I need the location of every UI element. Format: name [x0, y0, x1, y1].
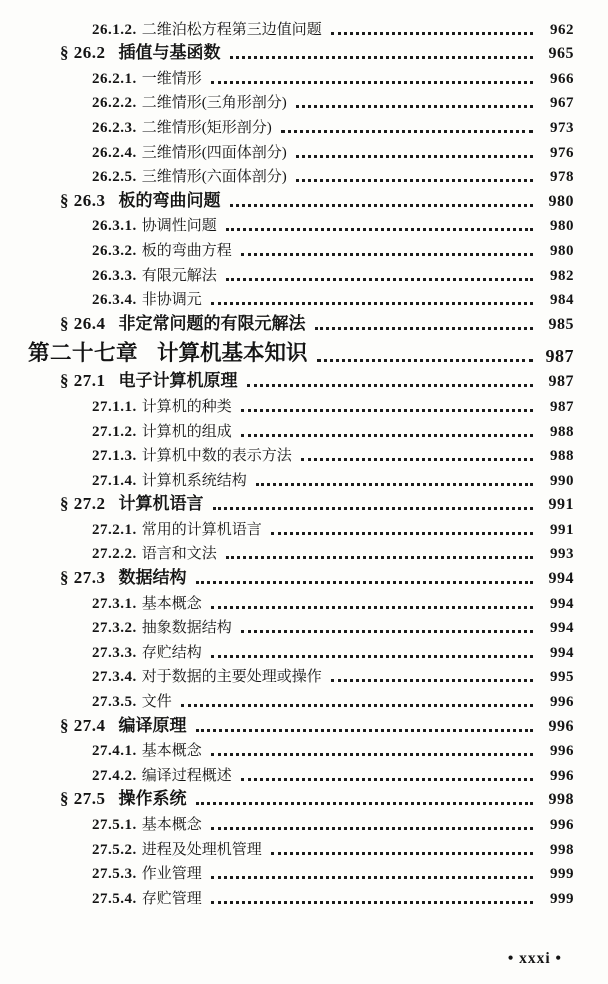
dot-leader	[226, 556, 533, 559]
toc-entry-page-number: 987	[548, 373, 574, 391]
toc-entry-title: 非协调元	[141, 292, 202, 309]
toc-entry-number: § 27.2	[60, 494, 106, 514]
dot-leader	[211, 81, 533, 84]
toc-entry-page-number: 967	[550, 95, 574, 112]
dot-leader	[230, 56, 534, 59]
toc-entry-page-number: 962	[550, 21, 574, 38]
dot-leader	[241, 434, 533, 437]
toc-entry	[28, 736, 574, 761]
toc-entry	[28, 785, 574, 810]
toc-entry-page-number: 990	[550, 472, 574, 489]
toc-entry-title: 编译过程概述	[141, 767, 232, 784]
toc-entry-page-number: 985	[548, 315, 574, 333]
toc-entry-page-number: 978	[550, 169, 574, 186]
toc-entry-page-number: 982	[550, 267, 574, 284]
toc-entry-title: 存贮管理	[141, 890, 202, 907]
toc-entry-title: 进程及处理机管理	[141, 841, 262, 858]
toc-entry-title: 有限元解法	[141, 267, 217, 284]
toc-entry-number: 26.3.1.	[92, 218, 137, 235]
dot-leader	[331, 32, 533, 35]
dot-leader	[247, 384, 534, 387]
dot-leader	[271, 852, 533, 855]
toc-entry-title: 计算机的组成	[141, 423, 232, 440]
toc-entry-page-number: 996	[550, 743, 574, 760]
toc-entry-page-number: 999	[550, 890, 574, 907]
dot-leader	[196, 729, 534, 732]
toc-entry-number: 26.2.5.	[92, 169, 137, 186]
toc-entry-title: 计算机的种类	[141, 398, 232, 415]
toc-entry-page-number: 998	[548, 791, 574, 809]
dot-leader	[196, 802, 534, 805]
toc-entry	[28, 686, 574, 711]
toc-entry-title: 基本概念	[141, 595, 202, 612]
toc-entry-number: 26.2.2.	[92, 95, 137, 112]
toc-entry	[28, 834, 574, 859]
toc-entry	[28, 416, 574, 441]
dot-leader	[211, 876, 533, 879]
dot-leader	[226, 228, 533, 231]
toc-entry	[28, 63, 574, 88]
toc-entry-page-number: 991	[550, 521, 574, 538]
toc-entry-number: § 27.3	[60, 568, 106, 588]
toc-entry-title: 二维情形(三角形剖分)	[141, 95, 287, 112]
toc-entry-title: 三维情形(六面体剖分)	[141, 169, 287, 186]
dot-leader	[230, 204, 534, 207]
toc-entry-number: § 27.5	[60, 789, 106, 809]
dot-leader	[256, 483, 533, 486]
dot-leader	[241, 778, 533, 781]
toc-entry	[28, 285, 574, 310]
toc-entry	[28, 211, 574, 236]
toc-entry	[28, 588, 574, 613]
toc-entry-number: 26.2.3.	[92, 119, 137, 136]
toc-entry-number: § 26.4	[60, 313, 106, 333]
toc-entry	[28, 563, 574, 588]
toc-entry-number: 27.3.4.	[92, 669, 137, 686]
toc-entry-title: 作业管理	[141, 866, 202, 883]
dot-leader	[211, 606, 533, 609]
dot-leader	[211, 901, 533, 904]
toc-entry-page-number: 976	[550, 144, 574, 161]
toc-entry-title: 板的弯曲问题	[118, 190, 221, 210]
page-folio: • xxxi •	[507, 950, 562, 967]
toc-entry-title: 语言和文法	[141, 546, 217, 563]
toc-entry-title: 计算机中数的表示方法	[141, 448, 292, 465]
toc-entry-title: 协调性问题	[141, 218, 217, 235]
toc-entry-title: 对于数据的主要处理或操作	[141, 669, 322, 686]
dot-leader	[281, 130, 533, 133]
toc-entry	[28, 367, 574, 392]
toc-entry	[28, 112, 574, 137]
toc-entry-number: 27.5.1.	[92, 817, 137, 833]
toc-entry-page-number: 966	[550, 70, 574, 87]
dot-leader	[331, 679, 533, 682]
toc-entry-number: 27.3.2.	[92, 620, 137, 637]
dot-leader	[241, 409, 533, 412]
toc-entry-number: 27.3.3.	[92, 644, 137, 661]
toc-entry	[28, 613, 574, 638]
dot-leader	[213, 507, 534, 510]
toc-entry-title: 计算机基本知识	[157, 340, 308, 365]
dot-leader	[226, 278, 533, 281]
toc-entry-number: 27.3.1.	[92, 595, 137, 612]
dot-leader	[296, 105, 533, 108]
toc-entry-page-number: 996	[550, 817, 574, 833]
toc-entry-title: 二维泊松方程第三边值问题	[141, 21, 322, 38]
toc-entry-title: 二维情形(矩形剖分)	[141, 119, 272, 136]
dot-leader	[296, 155, 533, 158]
toc-entry	[28, 334, 574, 367]
dot-leader	[196, 581, 534, 584]
toc-entry-number: 27.1.3.	[92, 448, 137, 465]
toc-entry-number: 27.2.2.	[92, 546, 137, 563]
dot-leader	[241, 253, 533, 256]
toc-entry	[28, 809, 574, 834]
toc-entry-page-number: 994	[548, 570, 574, 588]
toc-entry	[28, 514, 574, 539]
toc-entry-page-number: 994	[550, 644, 574, 661]
dot-leader	[315, 327, 534, 330]
toc-entry-number: § 26.3	[60, 190, 106, 210]
toc-entry-number: 26.3.4.	[92, 292, 137, 309]
toc-entry-page-number: 973	[550, 119, 574, 136]
toc-entry	[28, 662, 574, 687]
toc-entry-number: 27.4.1.	[92, 743, 137, 760]
toc-entry-page-number: 991	[548, 496, 574, 514]
dot-leader	[211, 753, 533, 756]
toc-entry-number: § 27.1	[60, 371, 106, 391]
dot-leader	[211, 827, 533, 830]
toc-entry-number: 27.1.2.	[92, 423, 137, 440]
toc-entry-page-number: 987	[545, 345, 574, 366]
toc-entry-number: 26.2.4.	[92, 144, 137, 161]
toc-entry	[28, 162, 574, 187]
dot-leader	[317, 359, 533, 362]
toc-entry-number: 26.1.2.	[92, 21, 137, 38]
toc-entry-title: 存贮结构	[141, 644, 202, 661]
toc-entry-title: 计算机系统结构	[141, 472, 247, 489]
toc-entry	[28, 441, 574, 466]
toc-entry-page-number: 996	[550, 694, 574, 711]
toc-entry	[28, 137, 574, 162]
toc-entry-page-number: 996	[550, 767, 574, 784]
toc-entry-page-number: 980	[548, 192, 574, 210]
toc-entry	[28, 39, 574, 64]
toc-entry-number: 26.3.2.	[92, 242, 137, 259]
toc-entry-page-number: 980	[550, 218, 574, 235]
toc-list	[28, 14, 574, 908]
toc-entry-page-number: 994	[550, 595, 574, 612]
toc-entry-title: 基本概念	[141, 817, 202, 833]
toc-entry-title: 一维情形	[141, 70, 202, 87]
toc-entry	[28, 637, 574, 662]
toc-entry	[28, 859, 574, 884]
toc-entry-number: 26.2.1.	[92, 70, 137, 87]
toc-entry-page-number: 996	[548, 717, 574, 735]
toc-entry-title: 操作系统	[118, 789, 187, 809]
toc-entry-page-number: 998	[550, 841, 574, 858]
toc-entry-number: 27.5.4.	[92, 890, 137, 907]
toc-entry	[28, 309, 574, 334]
toc-entry-page-number: 993	[550, 546, 574, 563]
toc-entry-title: 编译原理	[118, 715, 187, 735]
toc-entry-number: 27.4.2.	[92, 767, 137, 784]
toc-entry-page-number: 987	[550, 398, 574, 415]
toc-entry-number: 27.1.1.	[92, 398, 137, 415]
toc-entry-title: 三维情形(四面体剖分)	[141, 144, 287, 161]
toc-entry-number: 27.1.4.	[92, 472, 137, 489]
toc-entry-title: 电子计算机原理	[118, 371, 238, 391]
toc-entry	[28, 14, 574, 39]
toc-entry-page-number: 965	[548, 45, 574, 63]
toc-entry-number: 26.3.3.	[92, 267, 137, 284]
toc-entry-page-number: 984	[550, 292, 574, 309]
toc-entry	[28, 539, 574, 564]
toc-entry-title: 板的弯曲方程	[141, 242, 232, 259]
toc-entry-title: 基本概念	[141, 743, 202, 760]
toc-entry-page-number: 980	[550, 242, 574, 259]
toc-entry-title: 插值与基函数	[118, 43, 221, 63]
toc-entry-number: § 26.2	[60, 43, 106, 63]
dot-leader	[181, 704, 533, 707]
toc-entry-number: 27.5.3.	[92, 866, 137, 883]
toc-entry-title: 文件	[141, 694, 172, 711]
toc-entry-title: 抽象数据结构	[141, 620, 232, 637]
toc-entry	[28, 465, 574, 490]
toc-entry-page-number: 988	[550, 423, 574, 440]
toc-entry-number: 27.2.1.	[92, 521, 137, 538]
toc-entry	[28, 88, 574, 113]
toc-entry	[28, 186, 574, 211]
toc-entry-page-number: 994	[550, 620, 574, 637]
dot-leader	[211, 302, 533, 305]
dot-leader	[241, 630, 533, 633]
toc-entry	[28, 883, 574, 908]
toc-entry-page-number: 999	[550, 866, 574, 883]
toc-entry-page-number: 988	[550, 448, 574, 465]
toc-entry-page-number: 995	[550, 669, 574, 686]
toc-entry	[28, 235, 574, 260]
toc-entry-title: 计算机语言	[118, 494, 204, 514]
toc-entry-title: 常用的计算机语言	[141, 521, 262, 538]
toc-entry	[28, 490, 574, 515]
toc-entry-number: 27.3.5.	[92, 694, 137, 711]
toc-entry	[28, 760, 574, 785]
toc-entry	[28, 711, 574, 736]
dot-leader	[211, 655, 533, 658]
toc-entry-number: § 27.4	[60, 715, 106, 735]
toc-entry-title: 非定常问题的有限元解法	[118, 313, 306, 333]
dot-leader	[296, 179, 533, 182]
dot-leader	[271, 532, 533, 535]
dot-leader	[301, 458, 533, 461]
toc-entry-number: 27.5.2.	[92, 841, 137, 858]
toc-entry	[28, 260, 574, 285]
toc-entry-title: 数据结构	[118, 568, 187, 588]
toc-entry-number: 第二十七章	[28, 340, 139, 365]
toc-entry	[28, 391, 574, 416]
